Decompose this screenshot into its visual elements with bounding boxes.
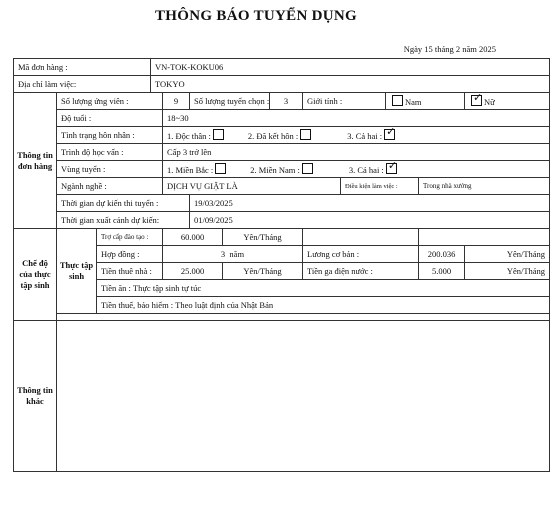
order-label: Mã đơn hàng :: [14, 59, 151, 76]
housing-value: 25.000: [163, 263, 223, 280]
marital-single-checkbox[interactable]: [213, 129, 224, 140]
contract-label: Hợp đồng :: [97, 246, 163, 263]
document-date: Ngày 15 tháng 2 năm 2025: [403, 44, 496, 54]
applicants-value: 9: [163, 93, 190, 110]
gender-female-option[interactable]: [465, 93, 550, 110]
gender-label: Giới tính :: [303, 93, 386, 110]
applicants-row: [14, 93, 550, 110]
education-value: Cấp 3 trở lên: [163, 144, 550, 161]
marital-row: [14, 127, 550, 144]
region-options: [163, 161, 550, 178]
marital-married-label: 2. Đã kết hôn :: [247, 131, 299, 141]
work-condition-label: Điều kiện làm việc :: [341, 178, 419, 195]
female-checkbox-checked[interactable]: [471, 95, 482, 106]
industry-value: DỊCH VỤ GIẶT LÀ: [163, 178, 341, 195]
tax-info: Tiền thuế, bảo hiểm : Theo luật định của Nhật Bản: [97, 297, 550, 314]
order-value: VN-TOK-KOKU06: [151, 59, 550, 76]
selected-value: 3: [270, 93, 303, 110]
food-info: Tiền ăn : Thực tập sinh tự túc: [97, 280, 550, 297]
region-north-label: 1. Miền Bắc :: [167, 165, 214, 175]
page-title: THÔNG BÁO TUYỂN DỤNG: [155, 8, 357, 24]
other-info-content: [57, 321, 550, 472]
region-both-checkbox-checked[interactable]: [386, 163, 397, 174]
training-allowance-label: Trợ cấp đào tạo :: [97, 229, 163, 246]
location-value: TOKYO: [151, 76, 550, 93]
selected-label: Số lượng tuyển chọn :: [190, 93, 270, 110]
section-order-info: Thông tin đơn hàng: [14, 93, 57, 229]
education-label: Trình độ học vấn :: [57, 144, 163, 161]
departure-value: 01/09/2025: [190, 212, 550, 229]
applicants-label: Số lượng ứng viên :: [57, 93, 163, 110]
section-benefits: Chế độ của thực tập sinh: [14, 229, 57, 321]
marital-both-checkbox-checked[interactable]: [384, 129, 395, 140]
region-south-checkbox[interactable]: [302, 163, 313, 174]
utilities-unit: Yên/Tháng: [465, 263, 550, 280]
region-north-checkbox[interactable]: [215, 163, 226, 174]
male-checkbox[interactable]: [392, 95, 403, 106]
housing-unit: Yên/Tháng: [223, 263, 303, 280]
section-trainee: Thực tập sinh: [57, 229, 97, 314]
exam-date-row: [14, 195, 550, 212]
departure-label: Thời gian xuất cảnh dự kiến:: [57, 212, 190, 229]
utilities-label: Tiền ga điện nước :: [303, 263, 419, 280]
location-label: Địa chỉ làm việc:: [14, 76, 151, 93]
age-value: 18~30: [163, 110, 550, 127]
region-south-label: 2. Miền Nam :: [250, 165, 300, 175]
utilities-value: 5.000: [419, 263, 465, 280]
education-row: [14, 144, 550, 161]
exam-date-value: 19/03/2025: [190, 195, 550, 212]
training-allowance-unit: Yên/Tháng: [223, 229, 303, 246]
departure-row: [14, 212, 550, 229]
salary-label: Lương cơ bản :: [303, 246, 419, 263]
marital-married-checkbox[interactable]: [300, 129, 311, 140]
marital-both-label: 3. Cả hai :: [347, 131, 383, 141]
marital-options: [163, 127, 550, 144]
region-both-label: 3. Cả hai :: [348, 165, 384, 175]
marital-label: Tình trạng hôn nhân :: [57, 127, 163, 144]
gender-male-option[interactable]: [386, 93, 465, 110]
female-label: Nữ: [484, 97, 495, 107]
location-row: [14, 76, 550, 93]
male-label: Nam: [405, 97, 422, 107]
order-row: [14, 59, 550, 76]
housing-label: Tiền thuê nhà :: [97, 263, 163, 280]
age-row: [14, 110, 550, 127]
region-row: [14, 161, 550, 178]
region-label: Vùng tuyển :: [57, 161, 163, 178]
work-condition-value: Trong nhà xưởng: [419, 178, 550, 195]
age-label: Độ tuổi :: [57, 110, 163, 127]
industry-row: [14, 178, 550, 195]
salary-value: 200.036: [419, 246, 465, 263]
contract-value: 3 năm: [163, 246, 303, 263]
section-other-info: Thông tin khác: [14, 321, 57, 472]
benefits-spacer-row: [14, 314, 550, 321]
contract-unit: năm: [229, 249, 245, 259]
industry-label: Ngành nghề :: [57, 178, 163, 195]
marital-single-label: 1. Độc thân :: [167, 131, 211, 141]
other-info-row: [14, 321, 550, 472]
training-allowance-value: 60.000: [163, 229, 223, 246]
training-allowance-row: [14, 229, 550, 246]
recruitment-form: [13, 58, 550, 472]
salary-unit: Yên/Tháng: [465, 246, 550, 263]
exam-date-label: Thời gian dự kiến thi tuyển :: [57, 195, 190, 212]
